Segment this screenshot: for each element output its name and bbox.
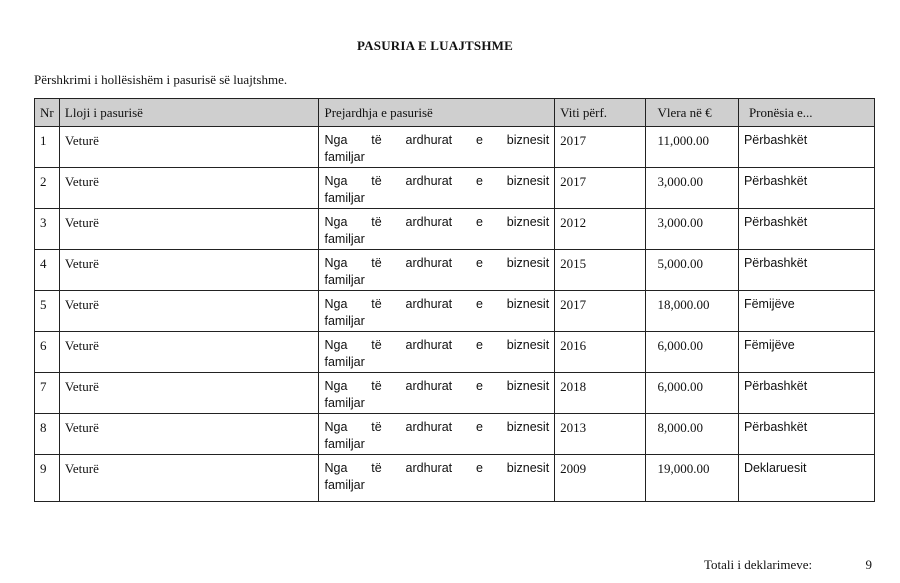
cell-owner: Përbashkët (738, 414, 874, 455)
cell-year: 2009 (555, 455, 645, 502)
cell-origin-line1: Nga të ardhurat e biznesit (324, 174, 550, 188)
cell-origin (319, 250, 555, 291)
cell-owner: Përbashkët (738, 127, 874, 168)
cell-origin-line2: familjar (324, 232, 365, 246)
movable-assets-table (34, 98, 875, 502)
cell-origin-line1: Nga të ardhurat e biznesit (324, 133, 550, 147)
cell-origin (319, 455, 555, 502)
cell-type: Veturë (59, 127, 319, 168)
cell-origin-line2: familjar (324, 191, 365, 205)
cell-origin (319, 168, 555, 209)
cell-nr: 3 (35, 209, 60, 250)
table-header (35, 99, 875, 127)
cell-type: Veturë (59, 414, 319, 455)
table-row (35, 168, 875, 209)
header-type: Lloji i pasurisë (59, 99, 319, 127)
cell-owner: Përbashkët (738, 209, 874, 250)
cell-owner: Fëmijëve (738, 291, 874, 332)
cell-value: 11,000.00 (645, 127, 738, 168)
table-row (35, 250, 875, 291)
cell-origin (319, 414, 555, 455)
cell-value: 18,000.00 (645, 291, 738, 332)
cell-type: Veturë (59, 209, 319, 250)
declarations-total (704, 557, 872, 573)
table-row (35, 373, 875, 414)
table-row (35, 127, 875, 168)
cell-value: 19,000.00 (645, 455, 738, 502)
cell-value: 3,000.00 (645, 168, 738, 209)
cell-origin-line1: Nga të ardhurat e biznesit (324, 420, 550, 434)
cell-nr: 1 (35, 127, 60, 168)
cell-origin-line2: familjar (324, 396, 365, 410)
cell-owner: Përbashkët (738, 168, 874, 209)
table-row (35, 209, 875, 250)
cell-origin (319, 332, 555, 373)
cell-origin-line1: Nga të ardhurat e biznesit (324, 297, 550, 311)
cell-value: 8,000.00 (645, 414, 738, 455)
table-row (35, 455, 875, 502)
cell-origin-line1: Nga të ardhurat e biznesit (324, 338, 550, 352)
page-title: PASURIA E LUAJTSHME (357, 38, 513, 53)
cell-owner: Deklaruesit (738, 455, 874, 502)
cell-origin-line1: Nga të ardhurat e biznesit (324, 461, 550, 475)
table-row (35, 414, 875, 455)
cell-origin-line2: familjar (324, 437, 365, 451)
cell-year: 2012 (555, 209, 645, 250)
table-row (35, 291, 875, 332)
header-owner: Pronësia e... (738, 99, 874, 127)
cell-year: 2018 (555, 373, 645, 414)
cell-owner: Fëmijëve (738, 332, 874, 373)
cell-year: 2013 (555, 414, 645, 455)
cell-year: 2017 (555, 127, 645, 168)
cell-type: Veturë (59, 455, 319, 502)
cell-type: Veturë (59, 168, 319, 209)
cell-origin-line2: familjar (324, 150, 365, 164)
cell-origin (319, 209, 555, 250)
cell-origin (319, 127, 555, 168)
cell-origin-line2: familjar (324, 314, 365, 328)
header-value: Vlera në € (645, 99, 738, 127)
table-row (35, 332, 875, 373)
cell-origin-line2: familjar (324, 273, 365, 287)
cell-year: 2015 (555, 250, 645, 291)
cell-nr: 9 (35, 455, 60, 502)
header-origin: Prejardhja e pasurisë (319, 99, 555, 127)
header-year: Viti përf. (555, 99, 645, 127)
cell-origin (319, 373, 555, 414)
cell-origin-line1: Nga të ardhurat e biznesit (324, 379, 550, 393)
cell-type: Veturë (59, 250, 319, 291)
cell-nr: 6 (35, 332, 60, 373)
total-label: Totali i deklarimeve: (704, 557, 813, 572)
total-value: 9 (865, 557, 872, 572)
page-subtitle: Përshkrimi i hollësishëm i pasurisë së luajtshme. (34, 72, 288, 87)
cell-year: 2017 (555, 291, 645, 332)
cell-origin-line2: familjar (324, 478, 365, 492)
cell-owner: Përbashkët (738, 250, 874, 291)
cell-value: 3,000.00 (645, 209, 738, 250)
cell-type: Veturë (59, 332, 319, 373)
table-body (35, 127, 875, 502)
cell-owner: Përbashkët (738, 373, 874, 414)
cell-origin-line1: Nga të ardhurat e biznesit (324, 215, 550, 229)
table-header-row (35, 99, 875, 127)
cell-type: Veturë (59, 373, 319, 414)
cell-nr: 5 (35, 291, 60, 332)
cell-value: 5,000.00 (645, 250, 738, 291)
cell-nr: 4 (35, 250, 60, 291)
cell-type: Veturë (59, 291, 319, 332)
cell-origin-line1: Nga të ardhurat e biznesit (324, 256, 550, 270)
cell-year: 2016 (555, 332, 645, 373)
header-nr: Nr (35, 99, 60, 127)
cell-nr: 8 (35, 414, 60, 455)
cell-value: 6,000.00 (645, 332, 738, 373)
cell-value: 6,000.00 (645, 373, 738, 414)
cell-origin (319, 291, 555, 332)
cell-year: 2017 (555, 168, 645, 209)
cell-origin-line2: familjar (324, 355, 365, 369)
cell-nr: 2 (35, 168, 60, 209)
cell-nr: 7 (35, 373, 60, 414)
